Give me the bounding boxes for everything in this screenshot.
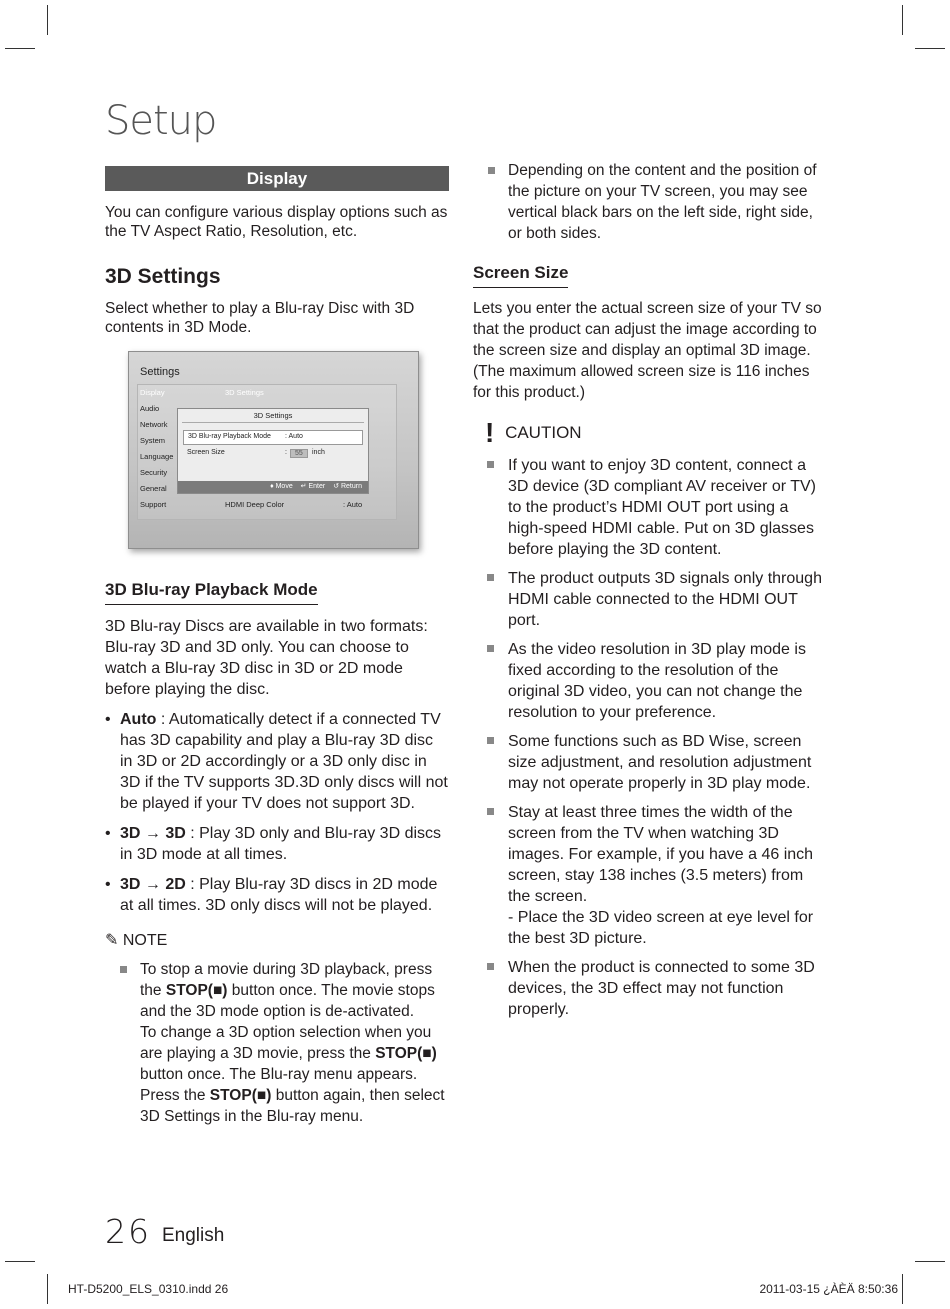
crop-mark: [47, 1274, 48, 1304]
stop-button-ref: STOP(■): [375, 1045, 437, 1062]
square-bullet-icon: [487, 461, 494, 468]
popup-divider: [182, 422, 364, 423]
crop-mark: [915, 48, 945, 49]
square-bullet-icon: [487, 574, 494, 581]
crop-mark: [47, 5, 48, 35]
square-bullet-icon: [120, 966, 127, 973]
note-text: button again, then select 3D Settings in the Blu-ray menu.: [140, 1087, 445, 1125]
square-bullet-icon: [487, 808, 494, 815]
playback-mode-row: [183, 430, 363, 445]
caution-text: Some functions such as BD Wise, screen size adjustment, and resolution adjustment may not operate properly in 3D play mode.: [508, 733, 812, 792]
crop-mark: [902, 1274, 903, 1304]
option-3d-3d: [105, 823, 449, 865]
caution-text: When the product is connected to some 3D devices, the 3D effect may not function properly.: [508, 959, 815, 1018]
caution-sub-item: - Place the 3D video screen at eye level for the best 3D picture.: [508, 909, 814, 947]
screenshot-title: Settings: [140, 366, 180, 378]
menu-item-support: Support: [140, 500, 167, 509]
screen-size-value: 55: [290, 449, 308, 458]
caution-item: [473, 568, 823, 631]
exclamation-icon: !: [485, 417, 495, 448]
note-text: button once. The Blu-ray menu appears. Press the: [140, 1066, 418, 1104]
caution-item: [473, 639, 823, 723]
row-value: : Auto: [285, 433, 303, 440]
caution-item: [473, 802, 823, 949]
display-intro: You can configure various display options such as the TV Aspect Ratio, Resolution, etc.: [105, 204, 448, 240]
move-hint: ♦ Move: [270, 483, 293, 490]
footer-language: English: [162, 1225, 225, 1246]
note-header: [105, 930, 449, 950]
option-text: : Automatically detect if a connected TV has 3D capability and play a Blu-ray 3D disc in 3D or 2D accordingly or a 3D only disc in 3D if the TV supports 3D.3D only discs will not be played if your TV does not support 3D.: [120, 711, 448, 812]
option-3d-2d: [105, 874, 449, 916]
crop-mark: [915, 1261, 945, 1262]
file-info: HT-D5200_ELS_0310.indd 26: [68, 1282, 229, 1296]
crop-mark: [5, 48, 35, 49]
caution-text: As the video resolution in 3D play mode is fixed according to the resolution of the original 3D video, you can not change the resolution to your preference.: [508, 641, 806, 721]
row-colon: :: [285, 449, 287, 456]
square-bullet-icon: [487, 645, 494, 652]
menu-item-audio: Audio: [140, 404, 160, 413]
screen-size-heading: Screen Size: [473, 263, 568, 288]
black-bars-text: Depending on the content and the position of the picture on your TV screen, you may see vertical black bars on the left side, right side, or both sides.: [508, 162, 817, 242]
enter-hint: ↵ Enter: [300, 483, 326, 490]
return-hint: ↺ Return: [333, 483, 362, 490]
tab-3d-settings: 3D Settings: [225, 388, 264, 397]
menu-item-security: Security: [140, 468, 168, 477]
note-text: To change a 3D option selection when you are playing a 3D movie, press the: [140, 1024, 432, 1062]
page-title: Setup: [105, 98, 217, 144]
left-column: [105, 166, 449, 1127]
screen-size-section: [473, 263, 823, 288]
print-timestamp: 2011-03-15 ¿ÀÈÄ 8:50:36: [759, 1282, 898, 1296]
crop-mark: [902, 5, 903, 35]
option-text: : Play 3D only and Blu-ray 3D discs in 3D mode at all times.: [120, 825, 442, 863]
screen-size-text: Lets you enter the actual screen size of your TV so that the product can adjust the image according to the screen size and display an optimal 3D image. (The maximum allowed screen size is 116 inches for this product.): [473, 300, 822, 401]
note-label: NOTE: [122, 932, 168, 949]
square-bullet-icon: [487, 737, 494, 744]
settings-screenshot: [128, 351, 419, 549]
popup-footer: [178, 481, 368, 493]
menu-item-network: Network: [140, 420, 168, 429]
option-label: 3D → 3D: [120, 825, 186, 842]
right-column: [473, 160, 823, 1020]
hdmi-deep-color-value: : Auto: [343, 500, 363, 509]
row-unit: inch: [312, 449, 325, 456]
pencil-icon: ✎: [105, 932, 119, 949]
option-label: Auto: [120, 711, 157, 728]
menu-item-system: System: [140, 436, 166, 445]
option-auto: [105, 709, 449, 814]
caution-label: CAUTION: [505, 423, 582, 442]
popup-title: 3D Settings: [253, 411, 293, 420]
screen-size-row: [183, 447, 361, 460]
settings-3d-heading: 3D Settings: [105, 265, 221, 288]
square-bullet-icon: [488, 167, 495, 174]
caution-item: [473, 957, 823, 1020]
stop-button-ref: STOP(■): [209, 1087, 272, 1104]
square-bullet-icon: [487, 963, 494, 970]
black-bars-item: [473, 160, 823, 244]
caution-text: The product outputs 3D signals only through HDMI cable connected to the HDMI OUT port.: [508, 570, 822, 629]
note-item: [105, 959, 449, 1127]
playback-heading: 3D Blu-ray Playback Mode: [105, 580, 318, 605]
menu-item-language: Language: [140, 452, 174, 461]
bullet-dot: •: [105, 711, 111, 728]
note-text: button once. The movie stops and the 3D mode option is de-activated.: [140, 982, 435, 1020]
caution-text: If you want to enjoy 3D content, connect a 3D device (3D compliant AV receiver or TV) to the product’s HDMI OUT port using a high-speed HDMI cable. Put on 3D glasses before playing the 3D content.: [508, 457, 816, 558]
option-label: 3D → 2D: [120, 876, 186, 893]
caution-item: [473, 455, 823, 560]
playback-text: 3D Blu-ray Discs are available in two formats: Blu-ray 3D and 3D only. You can choose to watch a Blu-ray 3D disc in 3D or 2D mode before playing the disc.: [105, 618, 428, 698]
caution-item: [473, 731, 823, 794]
section-bar: Display: [105, 166, 449, 191]
crop-mark: [5, 1261, 35, 1262]
page-number: 26: [105, 1212, 151, 1251]
settings-3d-popup: [177, 408, 369, 494]
row-label: Screen Size: [187, 449, 225, 456]
tab-display: Display: [140, 388, 165, 397]
stop-button-ref: STOP(■): [165, 982, 228, 999]
row-label: 3D Blu-ray Playback Mode: [188, 433, 271, 440]
caution-text: Stay at least three times the width of the screen from the TV when watching 3D images. For example, if you have a 46 inch screen, stay 138 inches (3.5 meters) from the screen.: [508, 804, 814, 905]
settings-3d-text: Select whether to play a Blu-ray Disc with 3D contents in 3D Mode.: [105, 300, 415, 336]
note-text: To stop a movie during 3D playback, press the: [140, 961, 433, 999]
menu-item-general: General: [140, 484, 167, 493]
bullet-dot: •: [105, 876, 111, 893]
option-text: : Play Blu-ray 3D discs in 2D mode at all times. 3D only discs will not be played.: [120, 876, 438, 914]
bullet-dot: •: [105, 825, 111, 842]
caution-header: [473, 417, 823, 449]
hdmi-deep-color-label: HDMI Deep Color: [225, 500, 285, 509]
